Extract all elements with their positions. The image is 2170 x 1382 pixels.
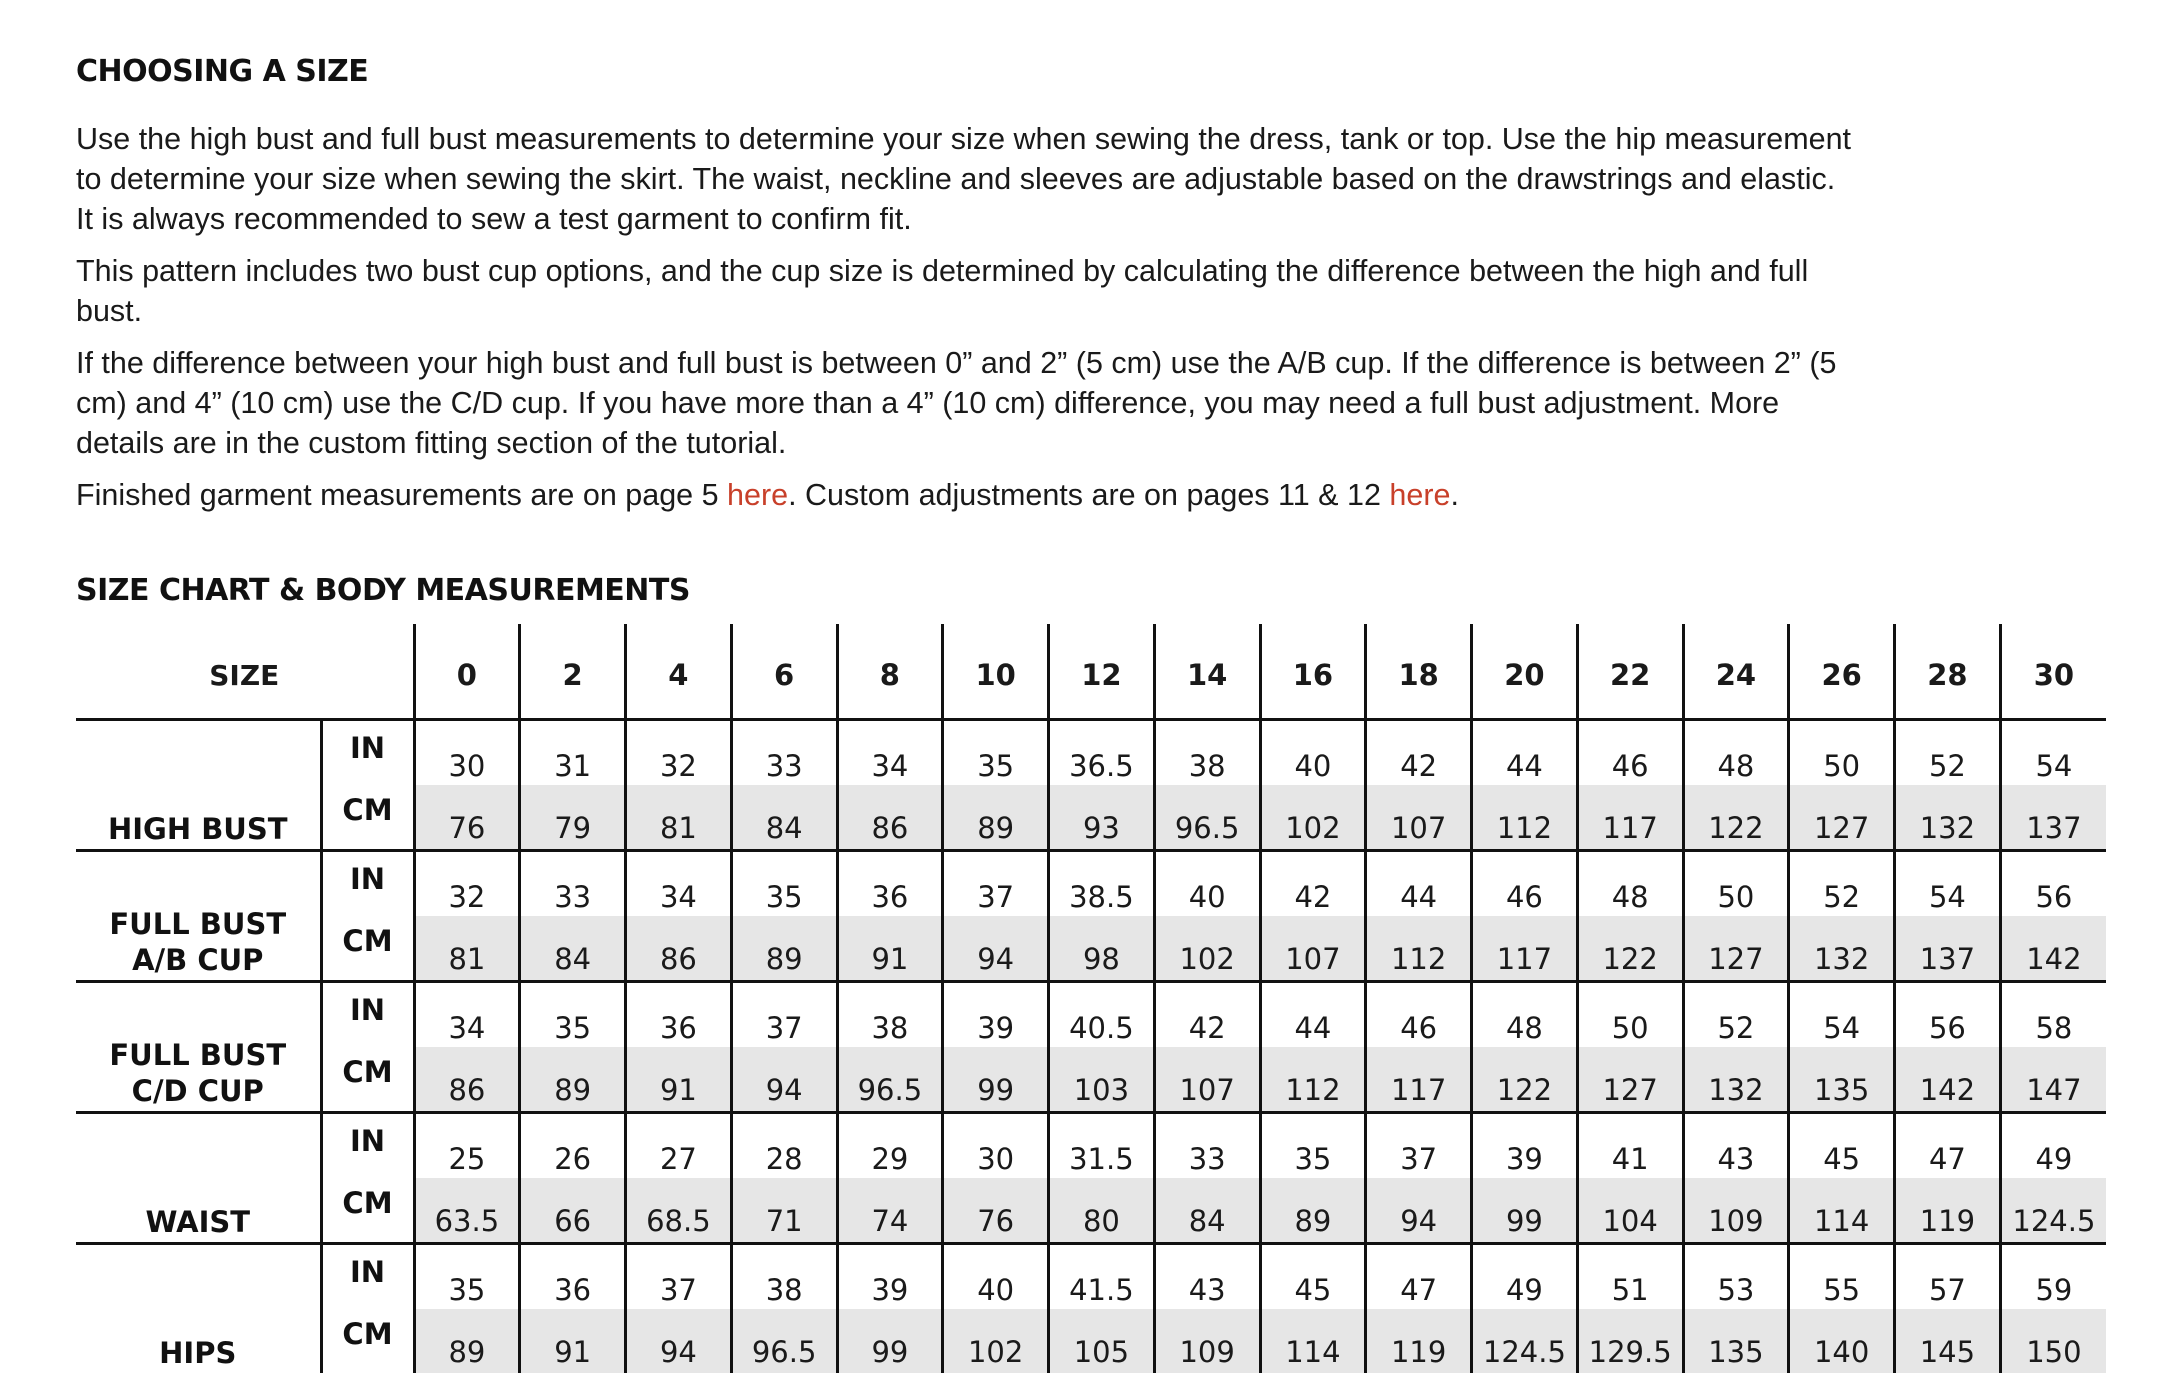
unit-label-cm: CM — [321, 916, 414, 982]
value-cell-in: 36 — [520, 1244, 626, 1310]
value-cell-in: 41.5 — [1049, 1244, 1155, 1310]
value-cell-cm: 109 — [1683, 1178, 1789, 1244]
value-cell-cm: 127 — [1683, 916, 1789, 982]
value-cell-cm: 89 — [520, 1047, 626, 1113]
size-header-cell: 2 — [520, 624, 626, 720]
value-cell-cm: 89 — [731, 916, 837, 982]
value-cell-in: 30 — [943, 1113, 1049, 1179]
value-cell-in: 58 — [2000, 982, 2106, 1048]
measurement-label-line: WAIST — [145, 1205, 251, 1239]
value-cell-cm: 80 — [1049, 1178, 1155, 1244]
measurement-label — [76, 982, 321, 1113]
value-cell-cm: 94 — [626, 1309, 732, 1373]
value-cell-in: 49 — [1472, 1244, 1578, 1310]
value-cell-in: 38 — [837, 982, 943, 1048]
value-cell-cm: 91 — [837, 916, 943, 982]
p4-text-3: . — [1450, 478, 1459, 512]
value-cell-in: 50 — [1683, 851, 1789, 917]
size-header-cell: 18 — [1366, 624, 1472, 720]
value-cell-in: 35 — [731, 851, 837, 917]
value-cell-in: 46 — [1577, 720, 1683, 786]
value-cell-cm: 114 — [1789, 1178, 1895, 1244]
measurement-row-cm — [76, 916, 2106, 982]
value-cell-in: 41 — [1577, 1113, 1683, 1179]
value-cell-cm: 63.5 — [414, 1178, 520, 1244]
intro-paragraph-2: This pattern includes two bust cup options, and the cup size is determined by calculating the difference between the high and full bust. — [76, 254, 1809, 328]
value-cell-in: 35 — [943, 720, 1049, 786]
value-cell-cm: 99 — [1472, 1178, 1578, 1244]
size-header-cell: 26 — [1789, 624, 1895, 720]
value-cell-cm: 105 — [1049, 1309, 1155, 1373]
measurement-row-cm — [76, 785, 2106, 851]
value-cell-cm: 132 — [1789, 916, 1895, 982]
value-cell-cm: 102 — [943, 1309, 1049, 1373]
intro-text — [76, 119, 1856, 515]
value-cell-in: 50 — [1577, 982, 1683, 1048]
value-cell-cm: 142 — [2000, 916, 2106, 982]
size-header-cell: 10 — [943, 624, 1049, 720]
size-header-cell: 4 — [626, 624, 732, 720]
value-cell-cm: 68.5 — [626, 1178, 732, 1244]
value-cell-in: 50 — [1789, 720, 1895, 786]
value-cell-cm: 84 — [1154, 1178, 1260, 1244]
value-cell-in: 56 — [1895, 982, 2001, 1048]
value-cell-in: 36 — [626, 982, 732, 1048]
intro-paragraph-1: Use the high bust and full bust measurements to determine your size when sewing the dress, tank or top. Use the hip measurement to determine your size when sewing the skirt. The waist, neckline and sleeves are adjustable based on the drawstrings and elastic. It is always recommended to sew a test garment to confirm fit. — [76, 122, 1852, 236]
value-cell-in: 33 — [1154, 1113, 1260, 1179]
intro-paragraph-3: If the difference between your high bust and full bust is between 0” and 2” (5 cm) use the A/B cup. If the difference is between 2” (5 cm) and 4” (10 cm) use the C/D cup. If you have more than a 4” (10 cm) difference, you may need a full bust adjustment. More details are in the custom fitting section of the tutorial. — [76, 346, 1837, 460]
size-header-cell: 8 — [837, 624, 943, 720]
measurement-label-line: A/B CUP — [132, 943, 264, 977]
size-header-cell: 6 — [731, 624, 837, 720]
value-cell-cm: 137 — [2000, 785, 2106, 851]
size-header-cell: 30 — [2000, 624, 2106, 720]
value-cell-in: 31 — [520, 720, 626, 786]
value-cell-cm: 107 — [1260, 916, 1366, 982]
value-cell-cm: 117 — [1472, 916, 1578, 982]
value-cell-cm: 150 — [2000, 1309, 2106, 1373]
value-cell-in: 28 — [731, 1113, 837, 1179]
value-cell-cm: 79 — [520, 785, 626, 851]
value-cell-in: 39 — [943, 982, 1049, 1048]
value-cell-cm: 135 — [1789, 1047, 1895, 1113]
value-cell-in: 48 — [1683, 720, 1789, 786]
value-cell-cm: 96.5 — [731, 1309, 837, 1373]
unit-label-cm: CM — [321, 1309, 414, 1373]
value-cell-cm: 107 — [1154, 1047, 1260, 1113]
finished-measurements-link[interactable]: here — [727, 478, 789, 512]
size-header-cell: 14 — [1154, 624, 1260, 720]
value-cell-in: 37 — [1366, 1113, 1472, 1179]
value-cell-in: 46 — [1366, 982, 1472, 1048]
value-cell-in: 52 — [1895, 720, 2001, 786]
value-cell-cm: 94 — [943, 916, 1049, 982]
value-cell-in: 40 — [1154, 851, 1260, 917]
value-cell-in: 26 — [520, 1113, 626, 1179]
measurement-label — [76, 720, 321, 851]
value-cell-in: 33 — [731, 720, 837, 786]
value-cell-in: 48 — [1577, 851, 1683, 917]
value-cell-cm: 114 — [1260, 1309, 1366, 1373]
value-cell-cm: 119 — [1366, 1309, 1472, 1373]
value-cell-cm: 103 — [1049, 1047, 1155, 1113]
value-cell-in: 55 — [1789, 1244, 1895, 1310]
value-cell-cm: 91 — [626, 1047, 732, 1113]
value-cell-cm: 86 — [414, 1047, 520, 1113]
value-cell-in: 46 — [1472, 851, 1578, 917]
value-cell-cm: 127 — [1577, 1047, 1683, 1113]
value-cell-in: 39 — [837, 1244, 943, 1310]
value-cell-cm: 109 — [1154, 1309, 1260, 1373]
intro-paragraph-4 — [76, 475, 1856, 515]
value-cell-in: 59 — [2000, 1244, 2106, 1310]
value-cell-in: 25 — [414, 1113, 520, 1179]
value-cell-cm: 124.5 — [2000, 1178, 2106, 1244]
value-cell-in: 51 — [1577, 1244, 1683, 1310]
value-cell-in: 54 — [1895, 851, 2001, 917]
value-cell-in: 43 — [1154, 1244, 1260, 1310]
size-chart-table — [76, 624, 2106, 1373]
page — [76, 54, 2106, 1373]
value-cell-in: 34 — [626, 851, 732, 917]
value-cell-cm: 94 — [1366, 1178, 1472, 1244]
value-cell-cm: 96.5 — [837, 1047, 943, 1113]
p4-text-1: Finished garment measurements are on page 5 — [76, 478, 728, 512]
measurement-row-cm — [76, 1309, 2106, 1373]
value-cell-in: 32 — [626, 720, 732, 786]
value-cell-cm: 86 — [837, 785, 943, 851]
value-cell-in: 39 — [1472, 1113, 1578, 1179]
value-cell-cm: 129.5 — [1577, 1309, 1683, 1373]
value-cell-cm: 132 — [1895, 785, 2001, 851]
value-cell-cm: 137 — [1895, 916, 2001, 982]
value-cell-cm: 102 — [1154, 916, 1260, 982]
value-cell-cm: 124.5 — [1472, 1309, 1578, 1373]
value-cell-cm: 107 — [1366, 785, 1472, 851]
value-cell-cm: 140 — [1789, 1309, 1895, 1373]
value-cell-cm: 84 — [520, 916, 626, 982]
value-cell-in: 48 — [1472, 982, 1578, 1048]
value-cell-in: 42 — [1260, 851, 1366, 917]
value-cell-in: 40 — [943, 1244, 1049, 1310]
value-cell-cm: 89 — [1260, 1178, 1366, 1244]
measurement-row-in — [76, 1113, 2106, 1179]
value-cell-cm: 81 — [626, 785, 732, 851]
value-cell-in: 29 — [837, 1113, 943, 1179]
size-header-cell: 22 — [1577, 624, 1683, 720]
unit-label-in: IN — [321, 1113, 414, 1179]
measurement-row-in — [76, 982, 2106, 1048]
value-cell-in: 47 — [1366, 1244, 1472, 1310]
value-cell-cm: 122 — [1577, 916, 1683, 982]
value-cell-in: 31.5 — [1049, 1113, 1155, 1179]
value-cell-in: 30 — [414, 720, 520, 786]
value-cell-in: 37 — [943, 851, 1049, 917]
value-cell-in: 45 — [1789, 1113, 1895, 1179]
value-cell-cm: 142 — [1895, 1047, 2001, 1113]
value-cell-cm: 66 — [520, 1178, 626, 1244]
value-cell-in: 36.5 — [1049, 720, 1155, 786]
value-cell-cm: 94 — [731, 1047, 837, 1113]
value-cell-cm: 96.5 — [1154, 785, 1260, 851]
value-cell-cm: 81 — [414, 916, 520, 982]
value-cell-cm: 135 — [1683, 1309, 1789, 1373]
measurement-label-line: FULL BUST — [109, 907, 287, 941]
size-header-cell: 12 — [1049, 624, 1155, 720]
value-cell-cm: 99 — [837, 1309, 943, 1373]
value-cell-cm: 117 — [1577, 785, 1683, 851]
size-header-cell: 16 — [1260, 624, 1366, 720]
size-header-cell: 24 — [1683, 624, 1789, 720]
measurement-row-in — [76, 720, 2106, 786]
value-cell-in: 44 — [1366, 851, 1472, 917]
value-cell-cm: 89 — [414, 1309, 520, 1373]
measurement-row-in — [76, 1244, 2106, 1310]
unit-label-cm: CM — [321, 1047, 414, 1113]
value-cell-in: 38 — [731, 1244, 837, 1310]
size-chart-heading: SIZE CHART & BODY MEASUREMENTS — [76, 573, 690, 608]
value-cell-in: 35 — [1260, 1113, 1366, 1179]
value-cell-cm: 71 — [731, 1178, 837, 1244]
value-cell-in: 37 — [626, 1244, 732, 1310]
value-cell-in: 52 — [1683, 982, 1789, 1048]
measurement-row-in — [76, 851, 2106, 917]
size-header-row — [76, 624, 2106, 720]
value-cell-in: 52 — [1789, 851, 1895, 917]
measurement-row-cm — [76, 1047, 2106, 1113]
value-cell-cm: 86 — [626, 916, 732, 982]
unit-label-in: IN — [321, 851, 414, 917]
value-cell-in: 49 — [2000, 1113, 2106, 1179]
value-cell-cm: 76 — [414, 785, 520, 851]
value-cell-in: 38 — [1154, 720, 1260, 786]
size-header-cell: 0 — [414, 624, 520, 720]
value-cell-in: 40 — [1260, 720, 1366, 786]
value-cell-in: 35 — [520, 982, 626, 1048]
value-cell-in: 54 — [2000, 720, 2106, 786]
unit-label-cm: CM — [321, 785, 414, 851]
value-cell-in: 38.5 — [1049, 851, 1155, 917]
value-cell-cm: 76 — [943, 1178, 1049, 1244]
value-cell-cm: 104 — [1577, 1178, 1683, 1244]
value-cell-cm: 132 — [1683, 1047, 1789, 1113]
value-cell-cm: 89 — [943, 785, 1049, 851]
unit-label-in: IN — [321, 720, 414, 786]
value-cell-cm: 122 — [1472, 1047, 1578, 1113]
value-cell-in: 34 — [414, 982, 520, 1048]
unit-label-in: IN — [321, 1244, 414, 1310]
value-cell-in: 44 — [1260, 982, 1366, 1048]
value-cell-in: 53 — [1683, 1244, 1789, 1310]
value-cell-in: 54 — [1789, 982, 1895, 1048]
value-cell-cm: 119 — [1895, 1178, 2001, 1244]
value-cell-in: 42 — [1366, 720, 1472, 786]
value-cell-cm: 98 — [1049, 916, 1155, 982]
measurement-label — [76, 1113, 321, 1244]
value-cell-cm: 127 — [1789, 785, 1895, 851]
measurement-label-line: HIPS — [159, 1336, 237, 1370]
value-cell-in: 34 — [837, 720, 943, 786]
value-cell-in: 56 — [2000, 851, 2106, 917]
value-cell-in: 43 — [1683, 1113, 1789, 1179]
value-cell-in: 32 — [414, 851, 520, 917]
value-cell-cm: 122 — [1683, 785, 1789, 851]
value-cell-cm: 112 — [1260, 1047, 1366, 1113]
value-cell-in: 47 — [1895, 1113, 2001, 1179]
value-cell-in: 44 — [1472, 720, 1578, 786]
unit-label-in: IN — [321, 982, 414, 1048]
value-cell-in: 35 — [414, 1244, 520, 1310]
value-cell-cm: 117 — [1366, 1047, 1472, 1113]
value-cell-in: 57 — [1895, 1244, 2001, 1310]
measurement-label-line: C/D CUP — [131, 1074, 264, 1108]
value-cell-cm: 145 — [1895, 1309, 2001, 1373]
measurement-label — [76, 851, 321, 982]
value-cell-in: 40.5 — [1049, 982, 1155, 1048]
value-cell-cm: 112 — [1366, 916, 1472, 982]
size-header-cell: 20 — [1472, 624, 1578, 720]
p4-text-2: . Custom adjustments are on pages 11 & 12 — [788, 478, 1390, 512]
size-header-label: SIZE — [209, 658, 280, 692]
value-cell-cm: 74 — [837, 1178, 943, 1244]
custom-adjustments-link[interactable]: here — [1389, 478, 1451, 512]
value-cell-in: 33 — [520, 851, 626, 917]
size-header-cell: 28 — [1895, 624, 2001, 720]
measurement-label-line: FULL BUST — [109, 1038, 287, 1072]
value-cell-cm: 112 — [1472, 785, 1578, 851]
value-cell-cm: 147 — [2000, 1047, 2106, 1113]
value-cell-cm: 84 — [731, 785, 837, 851]
value-cell-in: 27 — [626, 1113, 732, 1179]
choosing-size-heading: CHOOSING A SIZE — [76, 54, 369, 89]
value-cell-in: 42 — [1154, 982, 1260, 1048]
measurement-label-line: HIGH BUST — [107, 812, 288, 846]
value-cell-cm: 91 — [520, 1309, 626, 1373]
value-cell-cm: 102 — [1260, 785, 1366, 851]
value-cell-in: 36 — [837, 851, 943, 917]
unit-label-cm: CM — [321, 1178, 414, 1244]
value-cell-in: 37 — [731, 982, 837, 1048]
value-cell-cm: 93 — [1049, 785, 1155, 851]
measurement-row-cm — [76, 1178, 2106, 1244]
value-cell-cm: 99 — [943, 1047, 1049, 1113]
value-cell-in: 45 — [1260, 1244, 1366, 1310]
measurement-label — [76, 1244, 321, 1374]
